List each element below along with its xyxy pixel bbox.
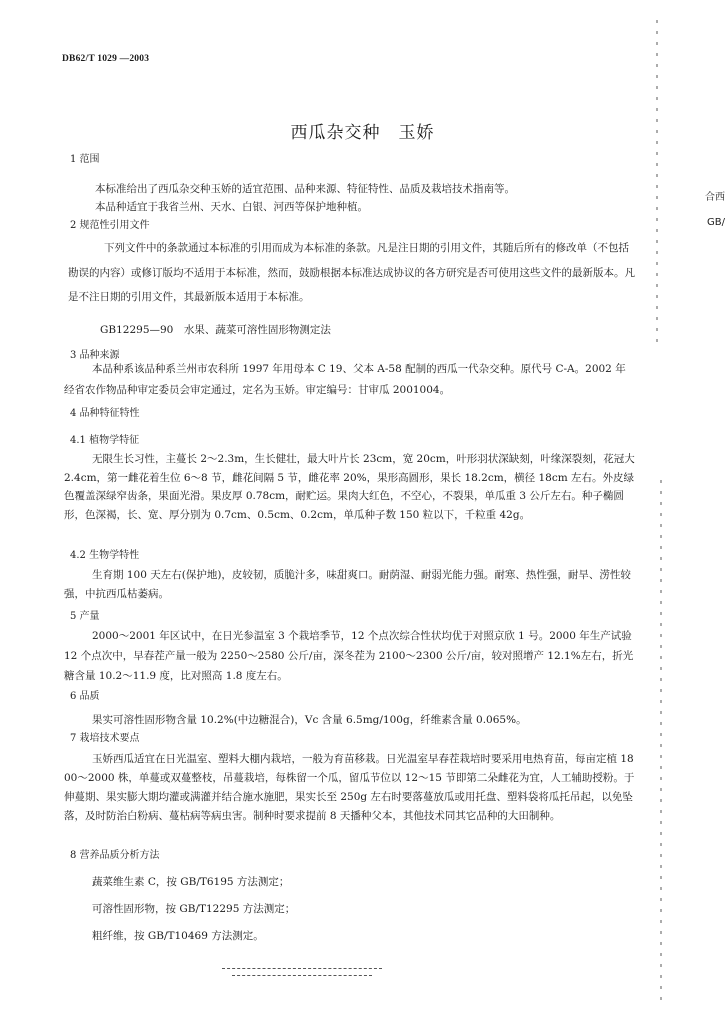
section-heading: 6 品质 (70, 691, 100, 702)
section-heading: 5 产量 (70, 611, 100, 622)
page-title: 西瓜杂交种 玉娇 (290, 123, 435, 143)
paragraph: 下列文件中的条款通过本标准的引用而成为本标准的条款。凡是注日期的引用文件，其随后所有的修改单（不包括勘误的内容）或修订版均不适用于本标准，然而，鼓励根据本标准达成协议的各方研究是否可使用这些文件的最新版本。凡是不注日期的引用文件，其最新版本适用于本标准。 (68, 242, 635, 303)
section-heading: 7 栽培技术要点 (70, 733, 140, 744)
paragraph: 玉娇西瓜适宜在日光温室、塑料大棚内栽培，一般为育苗移栽。日光温室早春茬栽培时要采用电热育苗，每亩定植 1800～2000 株，单蔓或双蔓整枝，吊蔓栽培，每株留一个瓜，留瓜节位以 12～15 节即第二朵雌花为宜，人工辅助授粉。于伸蔓期、果实膨大期均灌或满灌并结合施水施肥，果实长至 250g 左右时要落蔓放瓜或用托盘、塑料袋将瓜托吊起，以免坠落，及时防治白粉病、蔓枯病等病虫害。制种时要求提前 8 天播种父本，其他技术同其它品种的大田制种。 (64, 753, 635, 822)
paragraph: 本品种系该品种系兰州市农科所 1997 年用母本 C 19、父本 A-58 配制的西瓜一代杂交种。原代号 C-A。2002 年经省农作物品种审定委员会审定通过，定名为玉娇。审定编号：甘审瓜 2001004。 (64, 363, 626, 396)
method-item: 粗纤维，按 GB/T10469 方法测定。 (92, 930, 264, 942)
paragraph: 本标准给出了西瓜杂交种玉娇的适宜范围、品种来源、特征特性、品质及栽培技术指南等。 (95, 183, 515, 195)
adjacent-page-text: 合西 (705, 192, 725, 203)
paragraph: 果实可溶性固形物含量 10.2%(中边糖混合)，Vc 含量 6.5mg/100g，纤维素含量 0.065%。 (92, 714, 527, 726)
section-heading: 1 范围 (70, 154, 100, 165)
section-heading: 4.2 生物学特性 (70, 550, 140, 561)
method-item: 蔬菜维生素 C，按 GB/T6195 方法测定； (92, 876, 290, 888)
end-rule (222, 968, 382, 969)
paragraph: 生育期 100 天左右(保护地)，皮较韧，质脆汁多，味甜爽口。耐荫湿、耐弱光能力强。耐寒、热性强，耐旱、涝性较强，中抗西瓜枯萎病。 (64, 569, 631, 600)
section-heading: 8 营养品质分析方法 (70, 850, 160, 861)
section-heading: 3 品种来源 (70, 350, 120, 361)
section-heading: 4 品种特征特性 (70, 408, 140, 419)
scan-artifact (656, 20, 658, 350)
section-heading: 2 规范性引用文件 (70, 220, 150, 231)
reference-item: GB12295—90 水果、蔬菜可溶性固形物测定法 (100, 324, 331, 336)
section-heading: 4.1 植物学特征 (70, 435, 140, 446)
paragraph: 本品种适宜于我省兰州、天水、白银、河西等保护地种植。 (95, 201, 368, 213)
standard-code: DB62/T 1029 —2003 (62, 54, 150, 64)
adjacent-page-text: GB/ (707, 217, 725, 228)
paragraph: 无限生长习性，主蔓长 2～2.3m，生长健壮，最大叶片长 23cm，宽 20cm，叶形羽状深缺刻，叶缘深裂刻，花冠大 2.4cm，第一雌花着生位 6～8 节，雌花间隔 5 节，雌花率 20%，果形高圆形，果长 18.2cm，横径 18cm 左右。外皮绿色覆盖深绿窄齿条，果面光滑。果皮厚 0.78cm，耐贮运。果肉大红色，不空心，不裂果，单瓜重 3 公斤左右。种子椭圆形，色深褐，长、宽、厚分别为 0.7cm、0.5cm、0.2cm，单瓜种子数 150 粒以下，千粒重 42g。 (64, 453, 635, 521)
paragraph: 2000～2001 年区试中，在日光参温室 3 个栽培季节，12 个点次综合性状均优于对照京欣 1 号。2000 年生产试验 12 个点次中，早春茬产量一般为 2250～2580 公斤/亩，深冬茬为 2100～2300 公斤/亩，较对照增产 12.1%左右，折光糖含量 10.2～11.9 度，比对照高 1.8 度左右。 (64, 630, 634, 682)
method-item: 可溶性固形物，按 GB/T12295 方法测定； (92, 903, 296, 915)
end-rule (232, 975, 372, 976)
scan-artifact (660, 480, 662, 1000)
